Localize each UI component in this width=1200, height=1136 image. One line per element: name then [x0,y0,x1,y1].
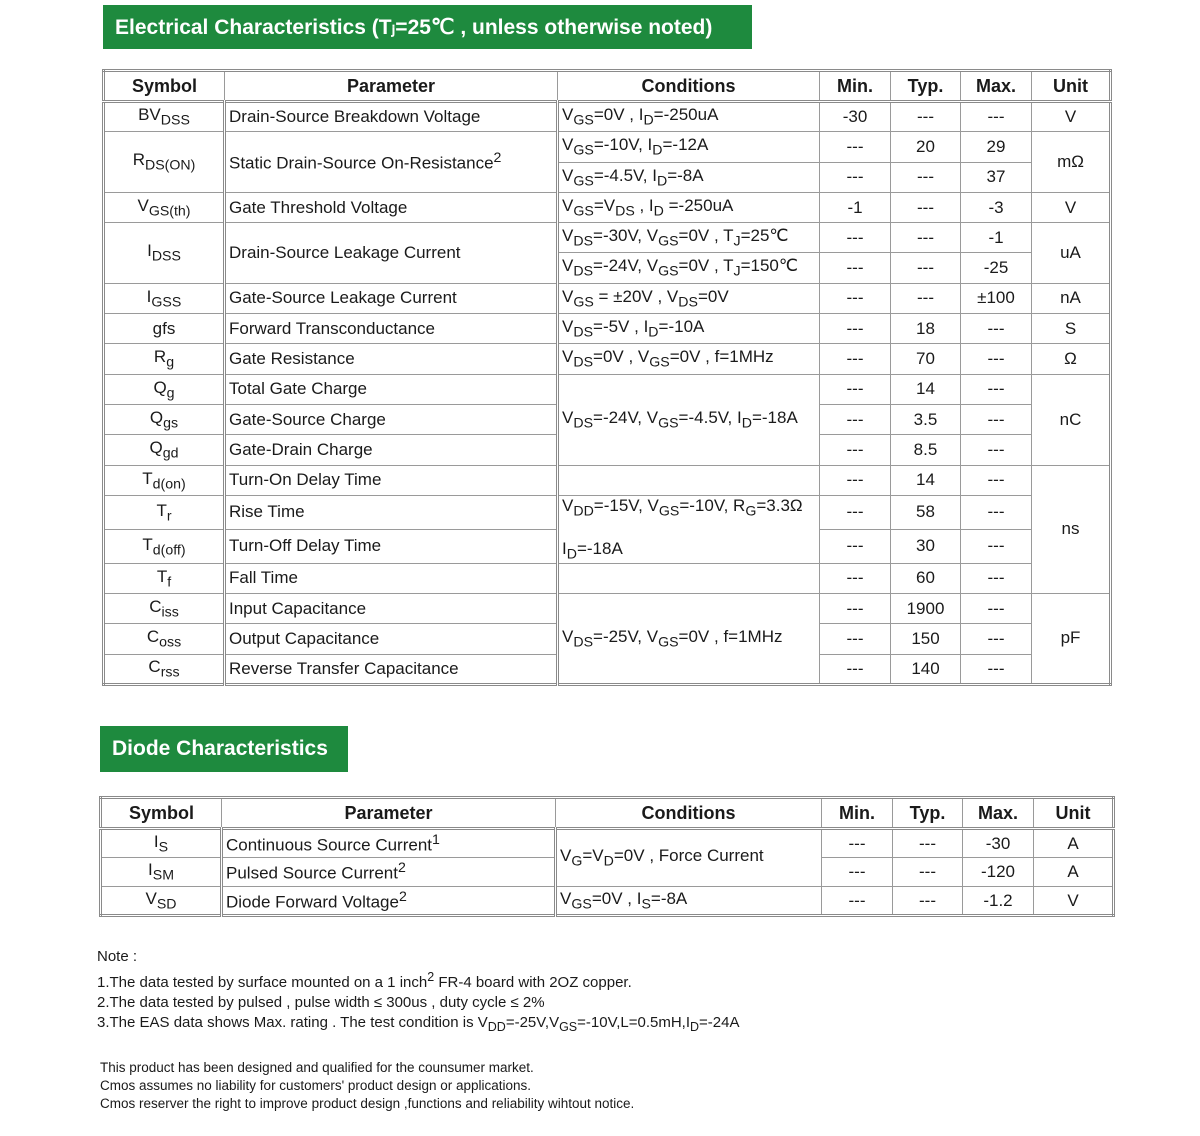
symbol-cell: gfs [104,314,225,344]
disclaimer-line: This product has been designed and qualified for the counsumer market. [100,1060,534,1075]
disclaimer-line: Cmos assumes no liability for customers' product design or applications. [100,1078,532,1093]
typ-cell: --- [893,858,963,887]
table-row [104,132,1111,162]
symbol-cell: $Q_g$ [104,374,225,404]
unit-cell: A [1034,858,1114,887]
max-cell: -1.2 [963,887,1034,916]
min-cell: --- [820,132,891,162]
typ-cell: 1900 [891,593,961,623]
header-conditions: Conditions [556,798,822,829]
typ-cell: 70 [891,344,961,374]
max-cell: --- [961,404,1032,434]
header-symbol: Symbol [104,71,225,102]
min-cell: --- [820,162,891,192]
typ-cell: --- [891,223,961,253]
condition-cell: $V_{GS}=-10V$, $I_D=-12A$ [558,132,820,162]
diode-characteristics-table [99,796,1115,917]
header-max: Max. [961,71,1032,102]
disclaimer-line: Cmos reserver the right to improve product design ,functions and reliability wihtout notice. [100,1096,635,1111]
table-row [104,563,1111,593]
parameter-cell: Gate-Source Leakage Current [225,283,558,313]
max-cell: --- [961,529,1032,563]
parameter-cell: Total Gate Charge [225,374,558,404]
parameter-cell: Forward Transconductance [225,314,558,344]
unit-cell: A [1034,829,1114,858]
min-cell: --- [820,404,891,434]
symbol-cell: $R_{DS(ON)}$ [104,132,225,193]
symbol-cell: $T_f$ [104,563,225,593]
condition-cell: $V_{DD}=-15V$, $V_{GS}=-10V$, $R_G=3.3\Omega$ $I_D=-18A$ [558,495,820,563]
parameter-cell: Output Capacitance [225,624,558,654]
note-item: 3.The EAS data shows Max. rating . The test condition is $V_{DD}=-25V,V_{GS}=-10V,L=0.5mH,I_D=-24A$ [97,1014,740,1034]
condition-cell: $V_{DS}=-24V$, $V_{GS}=0V$ , $T_J=150℃$ [558,253,820,283]
max-cell: --- [961,374,1032,404]
condition-cell: $V_{GS}=0V$ , $I_S=-8A$ [556,887,822,916]
min-cell: --- [820,654,891,684]
max-cell: --- [961,563,1032,593]
typ-cell: --- [891,102,961,132]
electrical-characteristics-table [102,69,1112,686]
min-cell: --- [822,829,893,858]
condition-cell: $V_{DS}=0V$ , $V_{GS}=0V$ , f=1MHz [558,344,820,374]
typ-cell: 30 [891,529,961,563]
symbol-cell: $C_{rss}$ [104,654,225,684]
max-cell: --- [961,495,1032,529]
table-row [104,283,1111,313]
typ-cell: --- [893,829,963,858]
header-parameter: Parameter [222,798,556,829]
parameter-cell: Continuous Source Current$^1$ [222,829,556,858]
min-cell: --- [820,593,891,623]
header-unit: Unit [1034,798,1114,829]
symbol-cell: $C_{oss}$ [104,624,225,654]
symbol-cell: $I_S$ [101,829,222,858]
header-symbol: Symbol [101,798,222,829]
max-cell: -3 [961,192,1032,222]
table-row [104,192,1111,222]
max-cell: 37 [961,162,1032,192]
typ-cell: --- [891,162,961,192]
table-row [104,465,1111,495]
header-unit: Unit [1032,71,1111,102]
unit-cell: ns [1032,465,1111,593]
parameter-cell: Reverse Transfer Capacitance [225,654,558,684]
table-row [104,314,1111,344]
min-cell: --- [820,344,891,374]
condition-cell: $V_{GS}=-4.5V$, $I_D=-8A$ [558,162,820,192]
typ-cell: 14 [891,374,961,404]
max-cell: -120 [963,858,1034,887]
max-cell: -1 [961,223,1032,253]
symbol-cell: $I_{GSS}$ [104,283,225,313]
table-row [104,495,1111,529]
unit-cell: nC [1032,374,1111,465]
unit-cell: V [1032,192,1111,222]
symbol-cell: $V_{GS(th)}$ [104,192,225,222]
symbol-cell: $I_{SM}$ [101,858,222,887]
parameter-cell: Input Capacitance [225,593,558,623]
typ-cell: --- [891,253,961,283]
max-cell: -30 [963,829,1034,858]
condition-cell: $V_{DS}=-25V$, $V_{GS}=0V$ , f=1MHz [558,593,820,684]
condition-cell: $V_{GS} = \pm 20V$ , $V_{DS}=0V$ [558,283,820,313]
table-header-row [101,798,1114,829]
header-typ: Typ. [891,71,961,102]
table-row [104,374,1111,404]
parameter-cell: Fall Time [225,563,558,593]
condition-cell: $V_{GS}=0V$ , $I_D=-250uA$ [558,102,820,132]
min-cell: --- [820,624,891,654]
typ-cell: 20 [891,132,961,162]
header-parameter: Parameter [225,71,558,102]
parameter-cell: Gate-Drain Charge [225,435,558,465]
diode-characteristics-title: Diode Characteristics [100,726,348,772]
table-row [104,593,1111,623]
min-cell: --- [820,465,891,495]
condition-cell: $V_{DS}=-5V$ , $I_D=-10A$ [558,314,820,344]
min-cell: -1 [820,192,891,222]
unit-cell: nA [1032,283,1111,313]
parameter-cell: Drain-Source Breakdown Voltage [225,102,558,132]
max-cell: --- [961,593,1032,623]
electrical-characteristics-title: Electrical Characteristics (Tⱼ=25℃ , unless otherwise noted) [103,5,752,49]
table-row [101,829,1114,858]
header-min: Min. [822,798,893,829]
header-max: Max. [963,798,1034,829]
min-cell: --- [820,283,891,313]
min-cell: --- [822,858,893,887]
note-item: 2.The data tested by pulsed , pulse width ≤ 300us , duty cycle ≤ 2% [97,994,545,1011]
header-min: Min. [820,71,891,102]
min-cell: --- [820,435,891,465]
unit-cell: Ω [1032,344,1111,374]
disclaimer-block [100,1059,634,1113]
min-cell: --- [820,563,891,593]
condition-cell: $V_{GS}=V_{DS}$ , $I_D =-250uA$ [558,192,820,222]
max-cell: --- [961,435,1032,465]
min-cell: --- [822,887,893,916]
table-row [104,223,1111,253]
min-cell: --- [820,374,891,404]
table-row [104,344,1111,374]
max-cell: 29 [961,132,1032,162]
parameter-cell: Rise Time [225,495,558,529]
unit-cell: S [1032,314,1111,344]
parameter-cell: Drain-Source Leakage Current [225,223,558,284]
typ-cell: 14 [891,465,961,495]
typ-cell: 150 [891,624,961,654]
symbol-cell: $Q_{gs}$ [104,404,225,434]
unit-cell: mΩ [1032,132,1111,193]
table-header-row [104,71,1111,102]
typ-cell: --- [891,283,961,313]
max-cell: --- [961,624,1032,654]
symbol-cell: $R_g$ [104,344,225,374]
header-typ: Typ. [893,798,963,829]
unit-cell: V [1034,887,1114,916]
typ-cell: --- [891,192,961,222]
symbol-cell: $T_r$ [104,495,225,529]
min-cell: -30 [820,102,891,132]
parameter-cell: Gate-Source Charge [225,404,558,434]
max-cell: -25 [961,253,1032,283]
max-cell: --- [961,654,1032,684]
header-conditions: Conditions [558,71,820,102]
min-cell: --- [820,495,891,529]
symbol-cell: $T_{d(on)}$ [104,465,225,495]
min-cell: --- [820,253,891,283]
max-cell: --- [961,102,1032,132]
note-item: 1.The data tested by surface mounted on a 1 inch$^2$ FR-4 board with 2OZ copper. [97,970,632,991]
max-cell: ±100 [961,283,1032,313]
typ-cell: 58 [891,495,961,529]
parameter-cell: Turn-Off Delay Time [225,529,558,563]
typ-cell: 18 [891,314,961,344]
parameter-cell: Gate Threshold Voltage [225,192,558,222]
condition-cell: $V_{DS}=-30V$, $V_{GS}=0V$ , $T_J=25℃$ [558,223,820,253]
max-cell: --- [961,465,1032,495]
table-row [101,887,1114,916]
notes-block [97,947,739,1037]
typ-cell: --- [893,887,963,916]
parameter-cell: Diode Forward Voltage$^2$ [222,887,556,916]
parameter-cell: Turn-On Delay Time [225,465,558,495]
symbol-cell: $C_{iss}$ [104,593,225,623]
table-row [104,102,1111,132]
parameter-cell: Pulsed Source Current$^2$ [222,858,556,887]
min-cell: --- [820,223,891,253]
note-heading: Note : [97,948,138,965]
unit-cell: uA [1032,223,1111,284]
symbol-cell: $T_{d(off)}$ [104,529,225,563]
min-cell: --- [820,314,891,344]
typ-cell: 60 [891,563,961,593]
symbol-cell: $BV_{DSS}$ [104,102,225,132]
max-cell: --- [961,314,1032,344]
unit-cell: V [1032,102,1111,132]
symbol-cell: $V_{SD}$ [101,887,222,916]
unit-cell: pF [1032,593,1111,684]
parameter-cell: Static Drain-Source On-Resistance$^2$ [225,132,558,193]
typ-cell: 140 [891,654,961,684]
typ-cell: 8.5 [891,435,961,465]
typ-cell: 3.5 [891,404,961,434]
condition-cell-empty [558,563,820,593]
parameter-cell: Gate Resistance [225,344,558,374]
symbol-cell: $Q_{gd}$ [104,435,225,465]
symbol-cell: $I_{DSS}$ [104,223,225,284]
condition-cell: $V_{DS}=-24V$, $V_{GS}=-4.5V$, $I_D=-18A$ [558,374,820,465]
min-cell: --- [820,529,891,563]
max-cell: --- [961,344,1032,374]
condition-cell-empty [558,465,820,495]
condition-cell: $V_G=V_D=0V$ , Force Current [556,829,822,887]
